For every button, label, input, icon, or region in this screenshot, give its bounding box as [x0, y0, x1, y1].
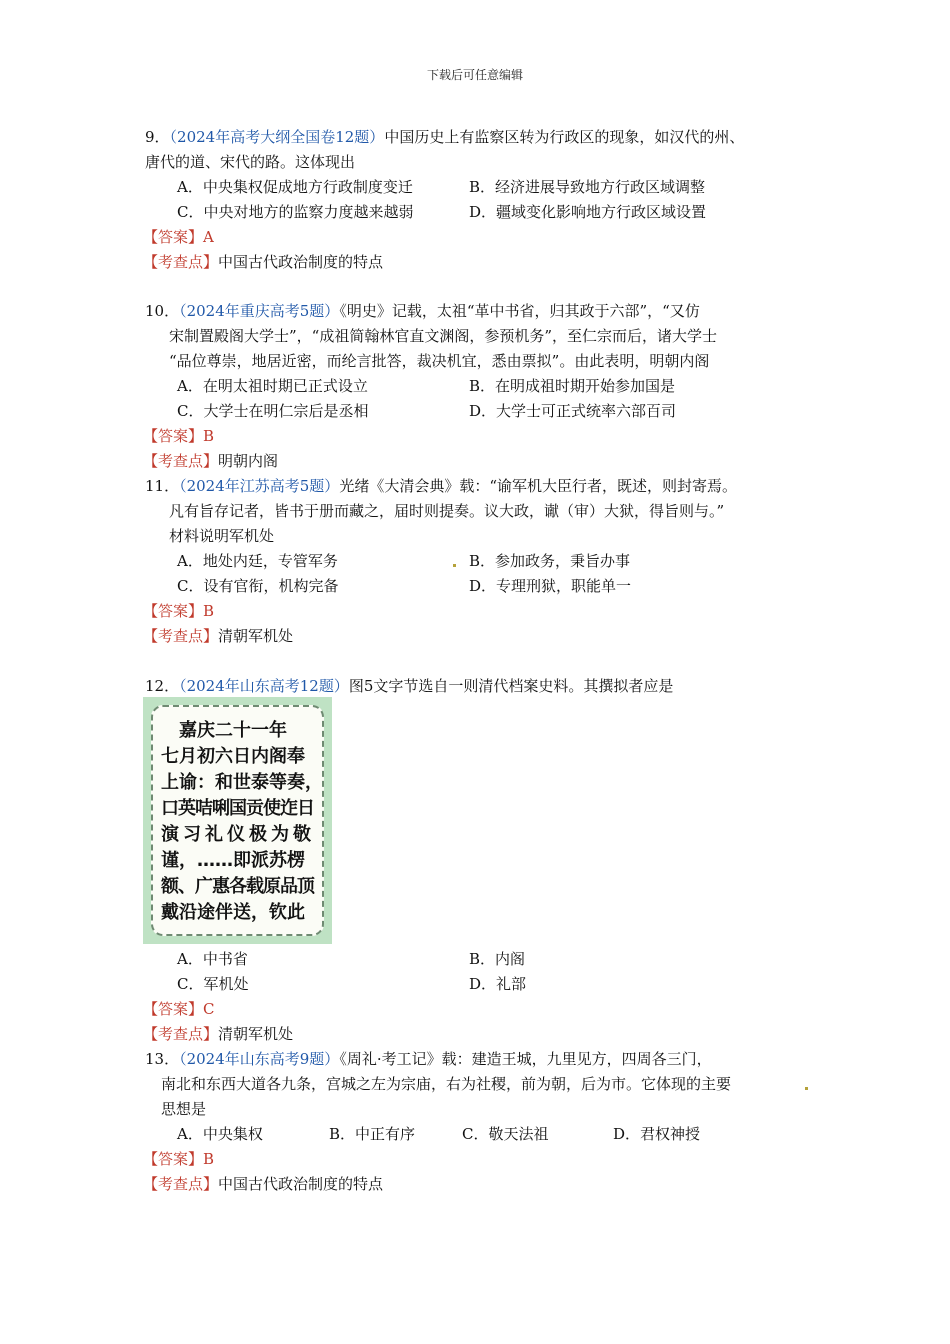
- q9-point: [143, 252, 383, 272]
- q10-stem-text1: 《明史》记载，太祖“革中书省，归其政于六部”，“又仿: [339, 302, 700, 320]
- q11-option-a: A．地处内廷，专管军务: [177, 552, 338, 570]
- q12-option-a: A．中书省: [177, 950, 248, 968]
- q13-point-value: 中国古代政治制度的特点: [218, 1175, 384, 1193]
- q10-answer-value: B: [203, 427, 215, 445]
- q10-option-a: A．在明太祖时期已正式设立: [177, 377, 368, 395]
- point-label: 【考查点】: [143, 452, 219, 470]
- q13-answer: [143, 1149, 214, 1169]
- answer-label: 【答案】: [143, 1150, 204, 1168]
- answer-label: 【答案】: [143, 427, 204, 445]
- answer-label: 【答案】: [143, 228, 204, 246]
- point-label: 【考查点】: [143, 627, 219, 645]
- q13-source: （2024年山东高考9题）: [179, 1050, 340, 1068]
- figure-line: 口英咭唎国贡使迮日: [161, 798, 314, 819]
- figure-archive-excerpt: [143, 697, 332, 944]
- q10-option-b: B．在明成祖时期开始参加国是: [469, 377, 676, 395]
- q13-option-d: D．君权神授: [613, 1125, 701, 1143]
- stray-mark: [453, 564, 456, 567]
- figure-line: 谨，……即派苏楞: [161, 850, 305, 871]
- q12-answer-value: C: [203, 1000, 215, 1018]
- q10-source: （2024年重庆高考5题）: [179, 302, 340, 320]
- q9-source: （2024年高考大纲全国卷12题）: [169, 128, 385, 146]
- q11-option-d: D．专理刑狱，职能单一: [469, 577, 632, 595]
- q12-option-b: B．内阁: [469, 950, 526, 968]
- q13-point: [143, 1174, 383, 1194]
- q11-point: [143, 626, 293, 646]
- figure-line: 戴沿途伴送，钦此: [161, 902, 305, 923]
- q9-point-value: 中国古代政治制度的特点: [218, 253, 384, 271]
- q13-option-a: A．中央集权: [177, 1125, 263, 1143]
- q13-number: 13．: [145, 1050, 180, 1068]
- q9-stem-text1: 中国历史上有监察区转为行政区的现象，如汉代的州、: [384, 128, 745, 146]
- q13-stem-line1: [145, 1049, 712, 1069]
- q11-stem-line2: 凡有旨存记者，皆书于册而藏之，届时则提奏。议大政，谳（审）大狱，得旨则与。”: [169, 502, 725, 520]
- q10-answer: [143, 426, 214, 446]
- q10-option-d: D．大学士可正式统率六部百司: [469, 402, 677, 420]
- q10-stem-line3: “品位尊崇，地居近密，而纶言批答，裁决机宜，悉由票拟”。由此表明，明朝内阁: [169, 352, 710, 370]
- q11-answer: [143, 601, 214, 621]
- point-label: 【考查点】: [143, 1025, 219, 1043]
- q12-stem-line1: [145, 676, 673, 696]
- point-label: 【考查点】: [143, 1175, 219, 1193]
- q11-number: 11．: [145, 477, 180, 495]
- q12-option-d: D．礼部: [469, 975, 527, 993]
- q9-option-d: D．疆域变化影响地方行政区域设置: [469, 203, 707, 221]
- q11-stem-line3: 材料说明军机处: [169, 527, 275, 545]
- q13-option-c: C．敬天法祖: [462, 1125, 549, 1143]
- q10-stem-line2: 宋制置殿阁大学士”，“成祖简翰林官直文渊阁，参预机务”，至仁宗而后，诸大学士: [169, 327, 718, 345]
- answer-label: 【答案】: [143, 1000, 204, 1018]
- q13-option-b: B．中正有序: [329, 1125, 416, 1143]
- q11-option-c: C．设有官衔，机构完备: [177, 577, 339, 595]
- q12-option-c: C．军机处: [177, 975, 249, 993]
- q13-stem-line2: 南北和东西大道各九条，宫城之左为宗庙，右为社稷，前为朝，后为市。它体现的主要: [161, 1075, 732, 1093]
- q9-option-b: B．经济进展导致地方行政区域调整: [469, 178, 706, 196]
- figure-line: 额、广惠各载原品顶: [161, 876, 314, 897]
- page-header: 下载后可任意编辑: [426, 68, 523, 82]
- q11-source: （2024年江苏高考5题）: [179, 477, 340, 495]
- q13-stem-text1: 《周礼·考工记》载：建造王城，九里见方，四周各三门，: [339, 1050, 712, 1068]
- figure-line: 七月初六日内阁奉: [161, 746, 305, 767]
- q12-answer: [143, 999, 215, 1019]
- q12-point: [143, 1024, 293, 1044]
- q11-stem-text1: 光绪《大清会典》载：“谕军机大臣行者，既述，则封寄焉。: [339, 477, 737, 495]
- q10-stem-line1: [145, 301, 700, 321]
- q9-stem-line1: [145, 127, 744, 147]
- q9-answer: [143, 227, 214, 247]
- q12-stem-text1: 图5文字节选自一则清代档案史料。其撰拟者应是: [348, 677, 674, 695]
- q10-number: 10．: [145, 302, 180, 320]
- figure-line: 上谕：和世泰等奏，: [161, 772, 323, 793]
- q9-answer-value: A: [203, 228, 214, 246]
- q12-point-value: 清朝军机处: [218, 1025, 294, 1043]
- figure-line: 嘉庆二十一年: [179, 720, 287, 741]
- q10-option-c: C．大学士在明仁宗后是丞相: [177, 402, 369, 420]
- q11-option-b: B．参加政务，秉旨办事: [469, 552, 631, 570]
- q11-stem-line1: [145, 476, 737, 496]
- q10-point: [143, 451, 278, 471]
- q13-answer-value: B: [203, 1150, 215, 1168]
- stray-mark: [805, 1087, 808, 1090]
- q11-answer-value: B: [203, 602, 215, 620]
- q9-stem-line2: 唐代的道、宋代的路。这体现出: [145, 153, 356, 171]
- q9-number: 9．: [145, 128, 170, 146]
- q9-option-c: C．中央对地方的监察力度越来越弱: [177, 203, 414, 221]
- figure-line: 演习礼仪极为敬: [161, 824, 315, 845]
- point-label: 【考查点】: [143, 253, 219, 271]
- answer-label: 【答案】: [143, 602, 204, 620]
- q9-option-a: A．中央集权促成地方行政制度变迁: [177, 178, 413, 196]
- q10-point-value: 明朝内阁: [218, 452, 279, 470]
- q13-stem-line3: 思想是: [161, 1100, 207, 1118]
- q12-number: 12．: [145, 677, 180, 695]
- q12-source: （2024年山东高考12题）: [179, 677, 349, 695]
- q11-point-value: 清朝军机处: [218, 627, 294, 645]
